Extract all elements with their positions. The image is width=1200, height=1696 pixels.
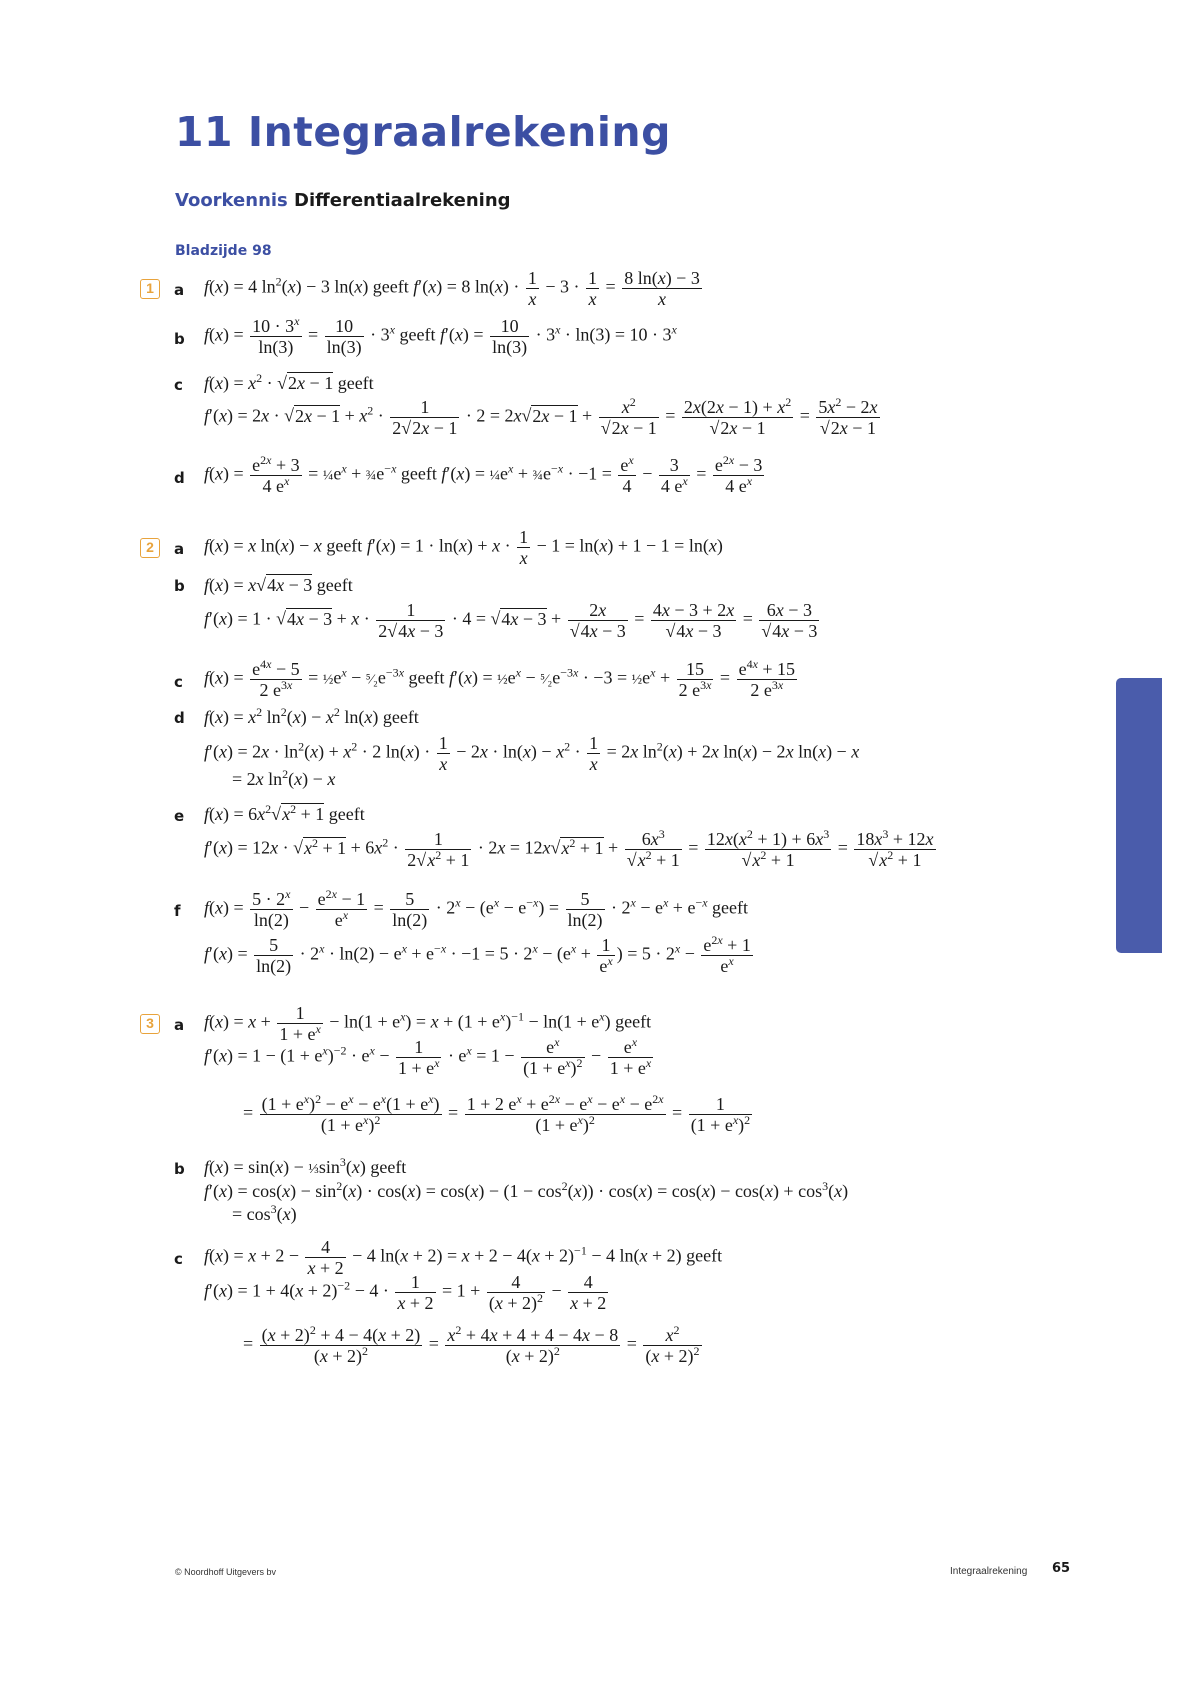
equation-line: $f'(x) = \cos(x) - \sin^2(x) \cdot \cos(x) = \cos(x) - (1 - \cos^2(x)) \cdot \cos(x) = \cos(x) - \cos(x) + \cos^3(x)$ <box>204 1179 849 1201</box>
equation-line: $f'(x) = 12x \cdot √x^2 + 1 + 6x^2$ · $\frac{1}{2√x^2 + 1}$ · $2x = 12x√x^2 + 1$ + $\frac{6x^3}{√x^2 + 1}$ = $\frac{12x(x^2 + 1) + 6x^3}{√x^2 + 1}$ = $\frac{18x^3 + 12x}{√x^2 + 1}$ <box>204 827 934 870</box>
equation-line: f(x) = 4 $\ln^2(x) - 3$ ln(x) geeft f′(x) = 8 ln(x) · $\frac{1}{x}$ − 3 · $\frac{1}{x}$ = $\frac{8 \ln(x) - 3}{x}$ <box>204 268 700 309</box>
part-label: c <box>174 673 183 691</box>
equation-line: $f(x) = x^2 \cdot √2x - 1$ geeft <box>204 371 374 393</box>
part-label: e <box>174 807 185 825</box>
part-label: d <box>174 709 185 727</box>
equation-line: $f(x) = 6x^2√x^2 + 1$ geeft <box>204 802 365 824</box>
exercise-number-badge: 2 <box>140 538 160 558</box>
equation-line: f′(x) = $\frac{5}{\ln(2)}$ · $2^x \cdot \ln(2) - e^x + e^{-x} \cdot -1 = 5 \cdot 2^x - (e^x$ + $\frac{1}{e^x}$ ) = $5 \cdot 2^x$ − $\frac{e^{2x} + 1}{e^x}$ <box>204 933 751 976</box>
equation-line: = 2x $\ln^2(x) - x$ <box>232 767 336 789</box>
footer-chapter-name: Integraalrekening <box>950 1566 1028 1577</box>
part-label: a <box>174 281 185 299</box>
equation-line: f(x) = x + 2 − $\frac{4}{x + 2}$ − 4 $\ln(x + 2) = x + 2 - 4(x + 2)^{-1} - 4$ ln(x + 2) geeft <box>204 1237 723 1278</box>
equation-line: $f(x) = \sin(x) - \frac{1}{3}\sin^3(x)$ geeft <box>204 1155 407 1177</box>
equation-line: $f'(x) = 2x \cdot \ln^2(x) + x^2 \cdot 2$ ln(x) · $\frac{1}{x}$ − $2x \cdot \ln(x) - x^2$ · $\frac{1}{x}$ = 2x $\ln^2(x) + 2x$ ln(x) − 2x ln(x) − x <box>204 733 860 774</box>
part-label: c <box>174 376 183 394</box>
equation-line: f(x) = $\frac{e^{2x} + 3}{4 e^x}$ = $\frac{1}{4}e^x$ + $\frac{3}{4}e^{-x}$ geeft $f'(x) = \frac{1}{4}e^x$ + $\frac{3}{4}e^{-x} \cdot -1$ = $\frac{e^x}{4}$ − $\frac{3}{4 e^x}$ = $\frac{e^{2x} - 3}{4 e^x}$ <box>204 453 763 496</box>
page-reference: Bladzijde 98 <box>175 243 272 259</box>
equation-line: f(x) = $\frac{10 \cdot 3^x}{\ln(3)}$ = $\frac{10}{\ln(3)}$ · $3^x$ geeft f′(x) = $\frac{10}{\ln(3)}$ · $3^x \cdot \ln(3) = 10 \cdot 3^x$ <box>204 314 677 357</box>
equation-line: $f'(x) = 1 + 4(x + 2)^{-2} - 4$ · $\frac{1}{x + 2}$ = 1 + $\frac{4}{(x + 2)^2}$ − $\frac{4}{x + 2}$ <box>204 1272 607 1313</box>
subtitle-prefix: Voorkennis <box>175 190 288 211</box>
footer-copyright: © Noordhoff Uitgevers bv <box>175 1567 277 1577</box>
section-subtitle <box>175 190 511 211</box>
equation-line: = $\frac{(x + 2)^2 + 4 - 4(x + 2)}{(x + 2)^2}$ = $\frac{x^2 + 4x + 4 + 4 - 4x - 8}{(x + 2)^2}$ = $\frac{x^2}{(x + 2)^2}$ <box>243 1323 700 1366</box>
exercise-number-badge: 3 <box>140 1014 160 1034</box>
page-title: 11 Integraalrekening <box>175 108 671 156</box>
page-number: 65 <box>1052 1561 1071 1576</box>
equation-line: f(x) = $\frac{e^{4x} - 5}{2 e^{3x}}$ = $\frac{1}{2}e^x$ − $^5⁄_2e^{-3x}$ geeft $f'(x) = \frac{1}{2}e^x$ − $^5⁄_2e^{-3x} \cdot -3$ = $\frac{1}{2}e^x$ + $\frac{15}{2 e^{3x}}$ = $\frac{e^{4x} + 15}{2 e^{3x}}$ <box>204 657 796 700</box>
exercise-number-badge: 1 <box>140 279 160 299</box>
equation-line: f′(x) = 1 · √4x − 3 + x · $\frac{1}{2√4x - 3}$ · 4 = √4x − 3 + $\frac{2x}{√4x - 3}$ = $\frac{4x - 3 + 2x}{√4x - 3}$ = $\frac{6x - 3}{√4x - 3}$ <box>204 600 818 641</box>
part-label: b <box>174 330 185 348</box>
equation-line: = $\cos^3(x)$ <box>232 1202 297 1224</box>
part-label: d <box>174 469 185 487</box>
equation-line: f(x) = x√4x − 3 geeft <box>204 575 353 595</box>
equation-line: $f'(x) = 2x \cdot √2x - 1 + x^2$ · $\frac{1}{2√2x - 1}$ · 2 = 2x√2x − 1 + $\frac{x^2}{√2x - 1}$ = $\frac{2x(2x - 1) + x^2}{√2x - 1}$ = $\frac{5x^2 - 2x}{√2x - 1}$ <box>204 395 878 438</box>
part-label: b <box>174 577 185 595</box>
part-label: c <box>174 1250 183 1268</box>
chapter-side-tab <box>1116 678 1162 953</box>
equation-line: f(x) = $\frac{5 \cdot 2^x}{\ln(2)}$ − $\frac{e^{2x} - 1}{e^x}$ = $\frac{5}{\ln(2)}$ · $2^x - (e^x - e^{-x})$ = $\frac{5}{\ln(2)}$ · $2^x - e^x + e^{-x}$ geeft <box>204 887 749 930</box>
part-label: a <box>174 1016 185 1034</box>
equation-line: $f'(x) = 1 - (1 + e^x)^{-2} \cdot e^x$ − $\frac{1}{1 + e^x}$ · $e^x = 1$ − $\frac{e^x}{(1 + e^x)^2}$ − $\frac{e^x}{1 + e^x}$ <box>204 1035 652 1078</box>
subtitle-main: Differentiaalrekening <box>294 190 511 211</box>
equation-line: f(x) = x ln(x) − x geeft f′(x) = 1 · ln(x) + x · $\frac{1}{x}$ − 1 = ln(x) + 1 − 1 = ln(x) <box>204 527 723 568</box>
equation-line: = $\frac{(1 + e^x)^2 - e^x - e^x(1 + e^x)}{(1 + e^x)^2}$ = $\frac{1 + 2 e^x + e^{2x} - e^x - e^x - e^{2x}}{(1 + e^x)^2}$ = $\frac{1}{(1 + e^x)^2}$ <box>243 1092 751 1135</box>
part-label: b <box>174 1160 185 1178</box>
part-label: a <box>174 540 185 558</box>
equation-line: f(x) = x + $\frac{1}{1 + e^x}$ − $\ln(1 + e^x) = x + (1 + e^x)^{-1} - \ln(1 + e^x)$ geeft <box>204 1003 652 1044</box>
equation-line: $f(x) = x^2$ $\ln^2(x) - x^2$ ln(x) geeft <box>204 705 419 727</box>
part-label: f <box>174 902 181 920</box>
